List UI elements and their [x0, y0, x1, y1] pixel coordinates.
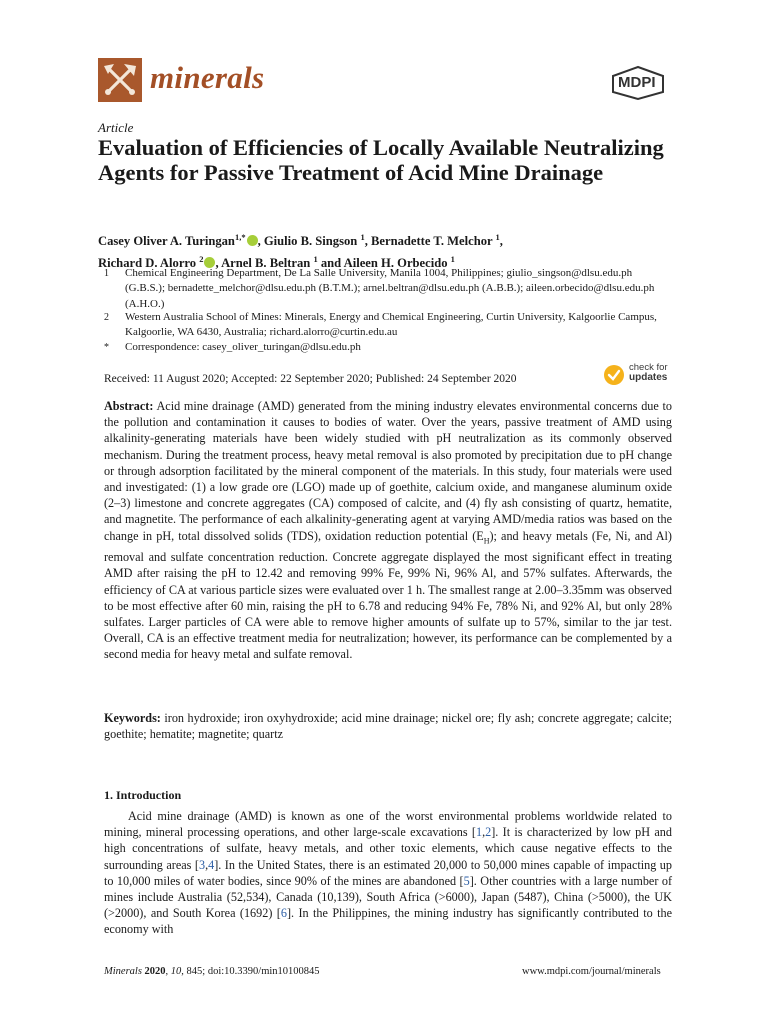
- footer-doi[interactable]: , 845; doi:10.3390/min10100845: [181, 966, 320, 977]
- journal-name: minerals: [150, 60, 265, 95]
- intro-text: ,: [482, 825, 486, 840]
- article-type: Article: [98, 120, 134, 135]
- affiliation-1: [104, 266, 674, 312]
- author-sup: 2: [199, 254, 204, 265]
- check-updates-icon: [603, 364, 625, 386]
- footer-journal: Minerals: [104, 966, 142, 977]
- introduction-paragraph: [104, 808, 672, 938]
- abstract: [104, 398, 672, 663]
- author-name[interactable]: Giulio B. Singson: [263, 234, 358, 249]
- citation-link[interactable]: 5: [463, 873, 470, 888]
- citation-link[interactable]: 1: [476, 825, 483, 840]
- correspondence: [104, 340, 674, 355]
- author-name[interactable]: Bernadette T. Melchor: [371, 234, 493, 249]
- citation-link[interactable]: 4: [208, 857, 215, 872]
- affiliation-text: Western Australia School of Mines: Minerals, Energy and Chemical Engineering, Curtin University, Kalgoorlie Campus, Kalgoorlie, WA 6430, Australia; richard.alorro@curtin.edu.au: [125, 311, 657, 339]
- affiliation-number: 2: [104, 312, 109, 323]
- publisher-logo: [609, 65, 667, 101]
- affiliation-number: *: [104, 342, 109, 353]
- journal-url[interactable]: www.mdpi.com/journal/minerals: [522, 966, 661, 977]
- author-sup: 1: [495, 232, 500, 242]
- intro-text: Acid mine drainage (AMD) is known as one of the worst environmental problems worldwide related to mining, mineral processing operations, and other large-scale excavations [: [104, 809, 672, 840]
- intro-text: ,: [205, 857, 209, 872]
- citation-footer: Minerals 2020, 10, 845; doi:10.3390/min10100845: [104, 966, 320, 977]
- citation-link[interactable]: 6: [280, 906, 287, 921]
- keywords-text: iron hydroxide; iron oxyhydroxide; acid mine drainage; nickel ore; fly ash; concrete aggregate; calcite; goethite; hematite; magnetite; quartz: [104, 711, 673, 742]
- check-updates-line1: check for: [629, 362, 668, 373]
- intro-text: ]. Other countries with a large number of mines include Australia (52,534), Canada (10,139), South Africa (>6000), Japan (5487), China (>5000), the UK (>2000), and South Korea (1692) [: [104, 873, 673, 921]
- check-updates-line2: updates: [629, 372, 668, 383]
- affiliation-number: 1: [104, 268, 109, 279]
- author-name[interactable]: Casey Oliver A. Turingan: [98, 234, 235, 249]
- abstract-text-1: Acid mine drainage (AMD) generated from the mining industry elevates environmental concerns due to the pollution and contamination it causes to bodies of water. Over the years, passive treatment of AMD using alkalinity-generating materials have been widely studied with pH neutralization as its commonly observed mechanism. During the treatment process, heavy metal removal is also promoted by precipitation due to pH change or through adsorption facilitated by the mineral component of the materials. In this study, four materials were used and investigated: (1) a low grade ore (LGO) made up of goethite, calcium oxide, and manganese aluminum oxide (2–3) limestone and concrete aggregates (CA) composed of calcite, and (4) fly ash consisting of quartz, hematite, and magnetite. The performance of each alkalinity-generating agent at varying AMD/media ratios was based on the change in pH, total dissolved solids (TDS), oxidation reduction potential (E: [104, 399, 672, 543]
- affiliation-2: [104, 310, 674, 341]
- intro-text: ]. In the United States, there is an estimated 20,000 to 50,000 mines capable of impacting up to 10,000 miles of water bodies, since 90% of the mines are abandoned [: [104, 857, 672, 888]
- footer-year: 2020: [144, 966, 166, 977]
- author-sup: 1: [360, 232, 365, 242]
- abstract-label: Abstract:: [104, 399, 154, 413]
- citation-link[interactable]: 2: [485, 825, 492, 840]
- affiliation-text: Correspondence: casey_oliver_turingan@dlsu.edu.ph: [125, 341, 361, 353]
- publication-dates: Received: 11 August 2020; Accepted: 22 September 2020; Published: 24 September 2020: [104, 373, 517, 385]
- author-name[interactable]: Richard D. Alorro: [98, 256, 197, 271]
- article-title: Evaluation of Efficiencies of Locally Available Neutralizing Agents for Passive Treatment of Acid Mine Drainage: [98, 135, 664, 185]
- check-updates-label: [629, 363, 668, 383]
- author-sup: 1: [313, 254, 318, 265]
- author-name[interactable]: Aileen H. Orbecido: [343, 256, 448, 271]
- abstract-subscript: H: [483, 536, 490, 546]
- footer-volume: 10: [170, 966, 182, 977]
- affiliation-text: Chemical Engineering Department, De La Salle University, Manila 1004, Philippines; giulio_singson@dlsu.edu.ph (G.B.S.); bernadette_melchor@dlsu.edu.ph (B.T.M.); arnel.beltran@dlsu.edu.ph (A.B.B.); aileen.orbecido@dlsu.edu.ph (A.H.O.): [125, 267, 655, 310]
- publisher-name: MDPI: [618, 74, 656, 91]
- journal-logo: [98, 58, 142, 102]
- author-conjunction: and: [320, 256, 342, 271]
- intro-text: ]. In the Philippines, the mining industry has significantly contributed to the economy with: [104, 906, 672, 937]
- author-sup: 1: [450, 254, 455, 265]
- crossed-tools-icon: [98, 58, 142, 102]
- keywords: [104, 710, 672, 742]
- abstract-text-2: ); and heavy metals (Fe, Ni, and Al) removal and sulfate concentration reduction. Concrete aggregate displayed the most significant effect in treating AMD after raising the pH to 12.42 and removing 99% Fe, 99% Ni, 96% Al, and 57% sulfates. Afterwards, the efficiency of CA at various particle sizes were evaluated over 1 h. The smallest range at 2.00–3.35mm was observed to be most effective after 60 min, raising the pH to 6.78 and reducing 94% Fe, 78% Ni, and 92% Al, but only 28% sulfates. Larger particles of CA were able to remove higher amounts of sulfate up to 57%, similar to the jar test. Overall, CA is an effective treatment media for neutralization; however, its performance can be complemented by a second media for heavy metal and sulfate removal.: [104, 528, 672, 662]
- intro-text: ]. It is characterized by low pH and high concentrations of sulfate, heavy metals, and other toxic elements, which cause negative effects to the surrounding areas [: [104, 825, 672, 872]
- author-sup: 1,*: [234, 232, 246, 242]
- author-name[interactable]: Arnel B. Beltran: [221, 256, 311, 271]
- author-list: Casey Oliver A. Turingan$^{1,*}$ , Giulio B. Singson $^1$, Bernadette T. Melchor $^1$, Richard D. Alorro $^2$ , Arnel B. Beltran $^1$ and Aileen H. Orbecido $^1$: [98, 232, 503, 271]
- section-heading: 1. Introduction: [104, 788, 182, 802]
- citation-link[interactable]: 3: [198, 857, 206, 872]
- keywords-label: Keywords:: [104, 711, 161, 725]
- orcid-icon[interactable]: [247, 235, 258, 246]
- check-for-updates-button[interactable]: [603, 362, 673, 390]
